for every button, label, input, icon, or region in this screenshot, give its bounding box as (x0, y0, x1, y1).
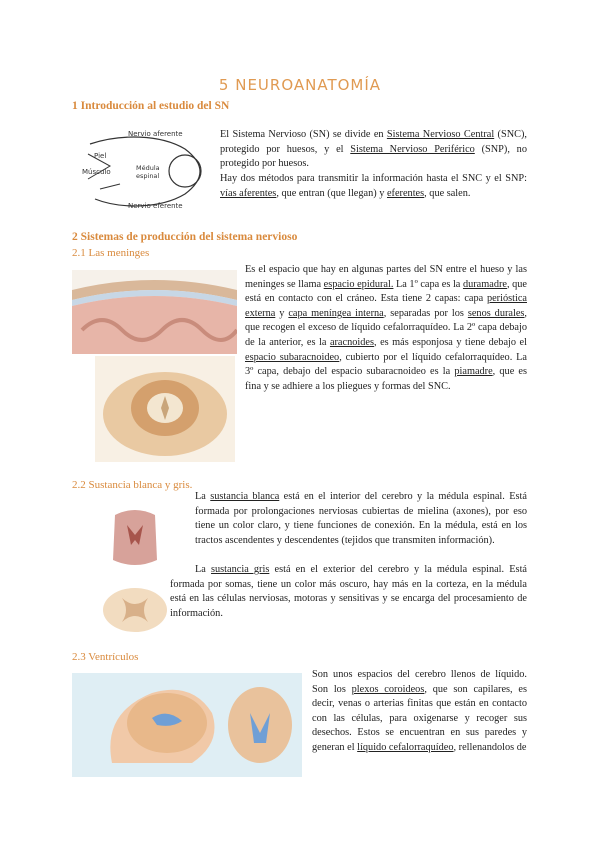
gray-matter-text: La sustancia gris está en el exterior del cerebro y la médula espinal. Está formada por somas, tiene un color más oscuro, hay más en la corteza, en la médula está en las células nerviosas, motoras y sensitivas y se encarga del procesamiento de información. (170, 564, 527, 619)
efferent-label: Nervio eferente (128, 202, 183, 210)
subsection-2-3-heading: 2.3 Ventrículos (72, 651, 139, 663)
efferent-term: eferentes (386, 187, 425, 199)
spinal-cord-crosssection-illustration (100, 586, 170, 634)
meninges-text: Es el espacio que hay en algunas partes del SN entre el hueso y las meninges se llama espacio epidural. La 1º capa es la duramadre, que está en contacto con el cráneo. Esta tiene 2 capas: capa perióstica externa y capa meníngea interna, separadas por los senos durales, que recogen el exceso de líquido cefalorraquídeo. La 2º capa debajo de la anterior, es la aracnoides, es más esponjosa y tiene debajo el espacio subaracnoideo, cubierto por el líquido cefalorraquídeo. La 3º capa, debajo del espacio subaracnoideo es la piamadre, que es fina y se adhiere a los pliegues y formas del SNC. (245, 264, 528, 392)
section-1-paragraph-1: El Sistema Nervioso (SN) se divide en Sistema Nervioso Central (SNC), protegido por huesos, y el Sistema Nervioso Periférico (SNP), no protegido por huesos. (220, 129, 527, 170)
spinal-cord-section-illustration (95, 500, 175, 572)
spinal-cord-label: Médula espinal (136, 164, 160, 180)
snp-term: Sistema Nervioso Periférico (350, 143, 475, 155)
page-title: 5 NEUROANATOMÍA (218, 76, 382, 94)
snc-term: Sistema Nervioso Central (386, 129, 495, 140)
white-matter-text: La sustancia blanca está en el interior del cerebro y la médula espinal. Está formada por prolongaciones nerviosas cubiertas de mielina (axones), por eso tiene un color claro, y tiene funciones de conexión. En la médula, está en los tractos ascendentes y descendentes (tejidos que transmiten información). (195, 491, 527, 546)
meninges-layers-figure (72, 270, 237, 354)
spinal-cord-section-figure (95, 500, 175, 572)
afferent-label: Nervio aferente (128, 130, 183, 138)
ventricles-figure (72, 673, 302, 777)
spinal-cord-crosssection-figure (100, 586, 170, 634)
section-1-paragraph-2: Hay dos métodos para transmitir la información hasta el SNC y el SNP: vías aferentes, que entran (que llegan) y eferentes, que salen. (220, 173, 527, 199)
subsection-2-2-heading: 2.2 Sustancia blanca y gris. (72, 479, 193, 491)
ventricles-illustration (72, 673, 302, 777)
section-1-heading: 1 Introducción al estudio del SN (72, 100, 230, 112)
reflex-arc-figure (80, 124, 210, 214)
section-2-heading: 2 Sistemas de producción del sistema nervioso (72, 231, 298, 243)
afferent-term: vías aferentes (220, 187, 277, 199)
subsection-2-1-heading: 2.1 Las meninges (72, 247, 150, 259)
muscle-label: Músculo (82, 168, 111, 176)
meninges-layers-illustration (72, 270, 237, 354)
spinal-meninges-figure (95, 356, 235, 462)
spinal-meninges-illustration (95, 356, 235, 462)
ventricles-text: Son unos espacios del cerebro llenos de líquido. Son los plexos coroideos, que son capilares, es decir, venas o arterias finitas que están en contacto con las células, para oxigenarse y recoger sus desechos. Estos se encuentran en sus paredes y generan el líquido cefalorraquídeo, rellenandolos de (312, 669, 527, 753)
skin-label: Piel (94, 152, 107, 160)
